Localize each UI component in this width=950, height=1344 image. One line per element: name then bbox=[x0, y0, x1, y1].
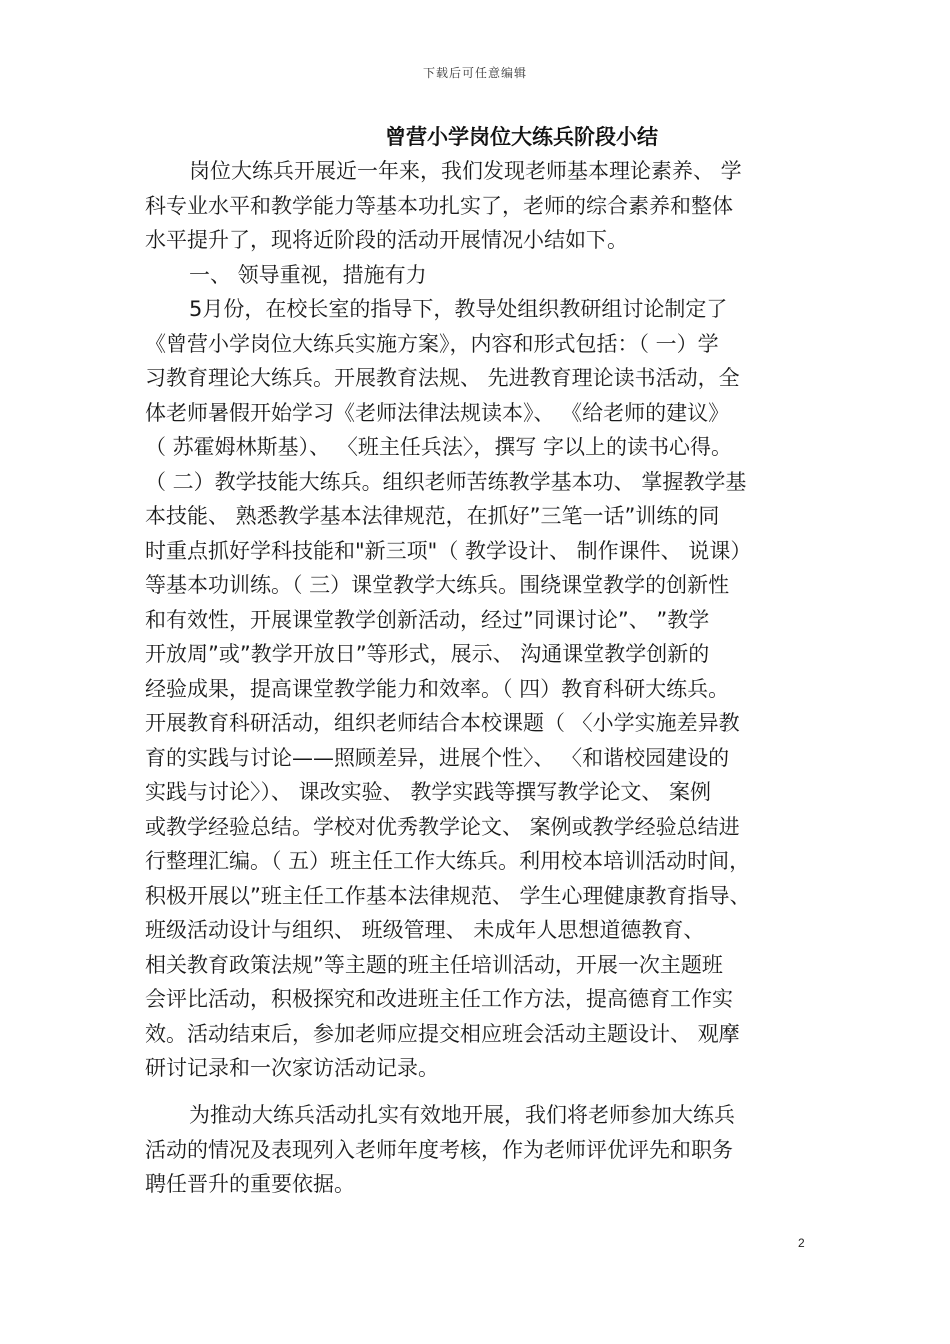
body-line: 本技能、 熟悉教学基本法律规范，在抓好”三笔一话”训练的同 bbox=[145, 504, 720, 528]
body-line: 习教育理论大练兵。开展教育法规、 先进教育理论读书活动，全 bbox=[145, 366, 740, 390]
body-line: 相关教育政策法规”等主题的班主任培训活动，开展一次主题班 bbox=[145, 952, 723, 977]
body-line: 时重点抓好学科技能和"新三项"（ 教学设计、 制作课件、 说课） bbox=[145, 538, 752, 563]
body-line: 研讨记录和一次家访活动记录。 bbox=[145, 1056, 439, 1080]
body-line: 行整理汇编。（ 五）班主任工作大练兵。利用校本培训活动时间， bbox=[145, 849, 751, 873]
body-line: 体老师暑假开始学习《老师法律法规读本》、 《给老师的建议》 bbox=[145, 400, 730, 425]
body-line: 实践与讨论〉）、 课改实验、 教学实践等撰写教学论文、 案例 bbox=[145, 780, 712, 804]
body-line: 开放周”或”教学开放日”等形式，展示、 沟通课堂教学创新的 bbox=[145, 642, 710, 666]
body-line: 和有效性，开展课堂教学创新活动，经过”同课讨论”、 ”教学 bbox=[145, 607, 710, 632]
body-line: 经验成果，提高课堂教学能力和效率。（ 四）教育科研大练兵。 bbox=[145, 676, 730, 701]
section-heading: 一、 领导重视，措施有力 bbox=[189, 262, 427, 287]
body-line: 班级活动设计与组织、 班级管理、 未成年人思想道德教育、 bbox=[145, 918, 705, 942]
body-line: 育的实践与讨论——照顾差异，进展个性〉、 〈和谐校园建设的 bbox=[145, 745, 730, 770]
closing-line: 聘任晋升的重要依据。 bbox=[145, 1172, 355, 1196]
body-line: （ 二）教学技能大练兵。组织老师苦练教学基本功、 掌握教学基 bbox=[145, 469, 747, 494]
page-number: 2 bbox=[798, 1236, 805, 1250]
closing-line: 活动的情况及表现列入老师年度考核，作为老师评优评先和职务 bbox=[145, 1137, 733, 1162]
closing-paragraph bbox=[145, 1098, 825, 1202]
body-line: 科专业水平和教学能力等基本功扎实了，老师的综合素养和整体 bbox=[145, 193, 733, 218]
document-title: 曾营小学岗位大练兵阶段小结 bbox=[385, 125, 658, 149]
body-line: 效。活动结束后，参加老师应提交相应班会活动主题设计、 观摩 bbox=[145, 1021, 740, 1046]
body-paragraphs bbox=[145, 154, 825, 1086]
body-line: 《曾营小学岗位大练兵实施方案》，内容和形式包括：（ 一）学 bbox=[145, 331, 719, 356]
closing-line: 为推动大练兵活动扎实有效地开展，我们将老师参加大练兵 bbox=[189, 1103, 735, 1127]
body-line: 岗位大练兵开展近一年来，我们发现老师基本理论素养、 学 bbox=[189, 159, 742, 183]
body-line: 开展教育科研活动，组织老师结合本校课题（ 〈小学实施差异教 bbox=[145, 711, 740, 735]
body-line: 5月份，在校长室的指导下，教导处组织教研组讨论制定了 bbox=[189, 297, 728, 321]
body-line: 或教学经验总结。学校对优秀教学论文、 案例或教学经验总结进 bbox=[145, 814, 740, 839]
body-line: 等基本功训练。（ 三）课堂教学大练兵。围绕课堂教学的创新性 bbox=[145, 573, 730, 597]
body-line: 水平提升了，现将近阶段的活动开展情况小结如下。 bbox=[145, 228, 628, 252]
body-line: 积极开展以”班主任工作基本法律规范、 学生心理健康教育指导、 bbox=[145, 883, 751, 908]
header-note: 下载后可任意编辑 bbox=[422, 66, 527, 80]
body-line: （ 苏霍姆林斯基）、 〈班主任兵法〉，撰写 字以上的读书心得。 bbox=[145, 435, 733, 459]
body-line: 会评比活动，积极探究和改进班主任工作方法，提高德育工作实 bbox=[145, 987, 733, 1011]
